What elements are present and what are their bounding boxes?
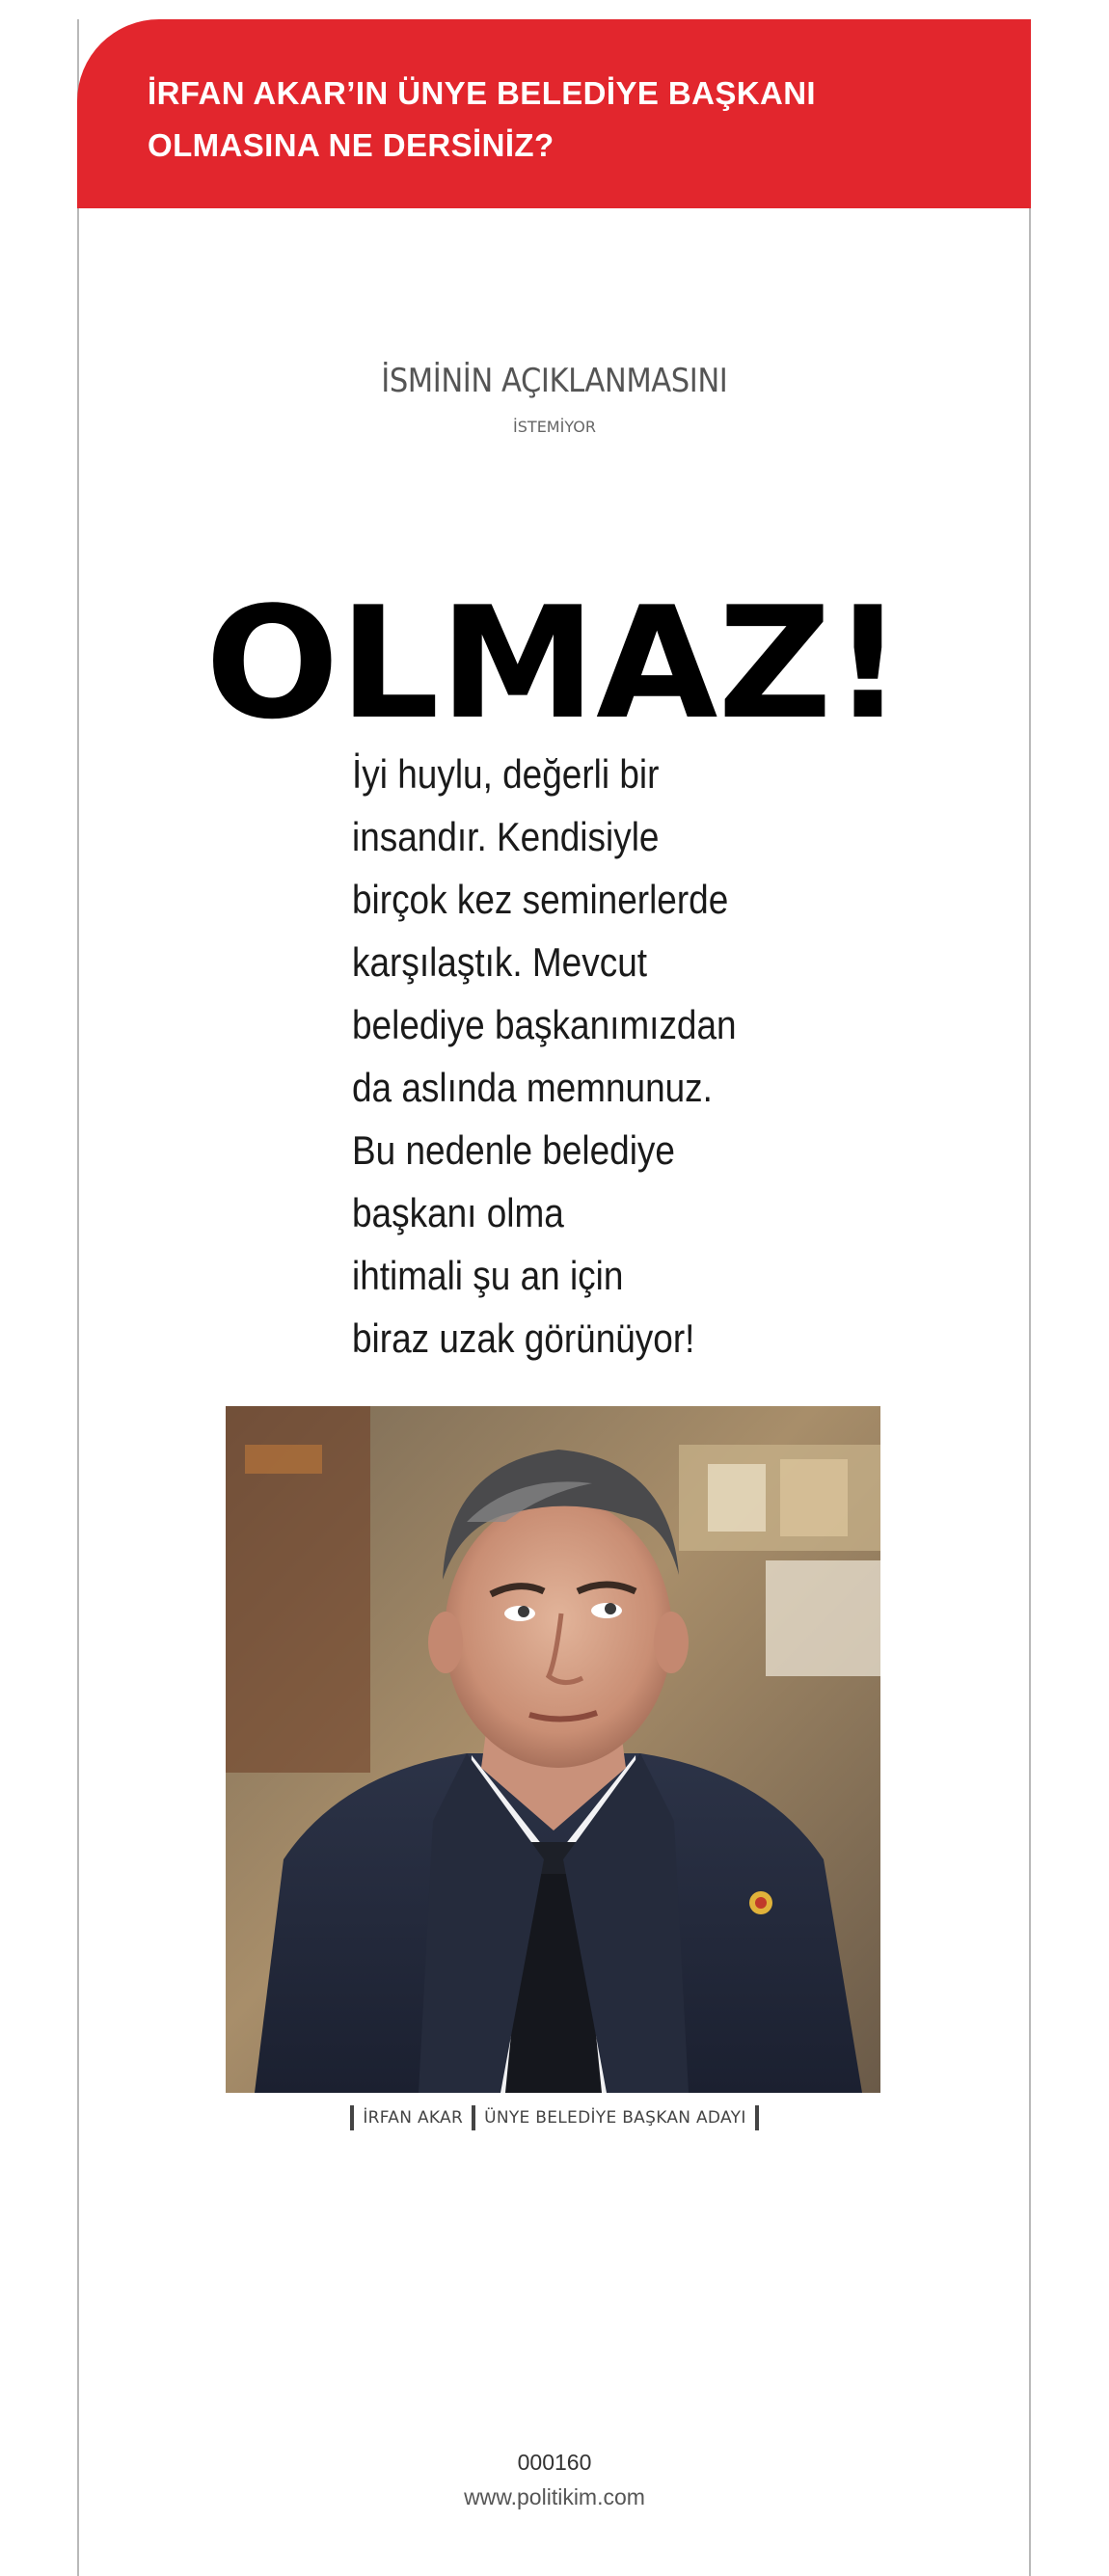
footer-code: 000160: [517, 2450, 592, 2475]
footer-site-link[interactable]: www.politikim.com: [464, 2484, 645, 2509]
caption-name: İRFAN AKAR: [363, 2108, 464, 2128]
header-title: [148, 68, 996, 172]
answer-headline: OLMAZ!: [204, 573, 905, 753]
caption-role: ÜNYE BELEDİYE BAŞKAN ADAYI: [484, 2108, 746, 2128]
caption-divider: [350, 2105, 354, 2130]
header-title-line-1: İRFAN AKAR’IN ÜNYE BELEDİYE BAŞKANI: [148, 75, 816, 111]
candidate-photo: [226, 1406, 880, 2093]
header-band: [77, 19, 1031, 208]
respondent-name-sublabel: İSTEMİYOR: [513, 418, 596, 436]
answer-body-text: İyi huylu, değerli bir insandır. Kendisiyle birçok kez seminerlerde karşılaştık. Mevcut belediye başkanımızdan da aslında memnunuz. Bu nedenle belediye başkanı olma ihtimali şu an için biraz uzak görünüyor!: [352, 751, 737, 1361]
caption-divider: [755, 2105, 759, 2130]
photo-caption: [0, 2105, 1109, 2130]
header-title-line-2: OLMASINA NE DERSİNİZ?: [148, 127, 554, 163]
respondent-name-label: İSMİNİN AÇIKLANMASINI: [381, 362, 728, 400]
caption-divider: [472, 2105, 475, 2130]
